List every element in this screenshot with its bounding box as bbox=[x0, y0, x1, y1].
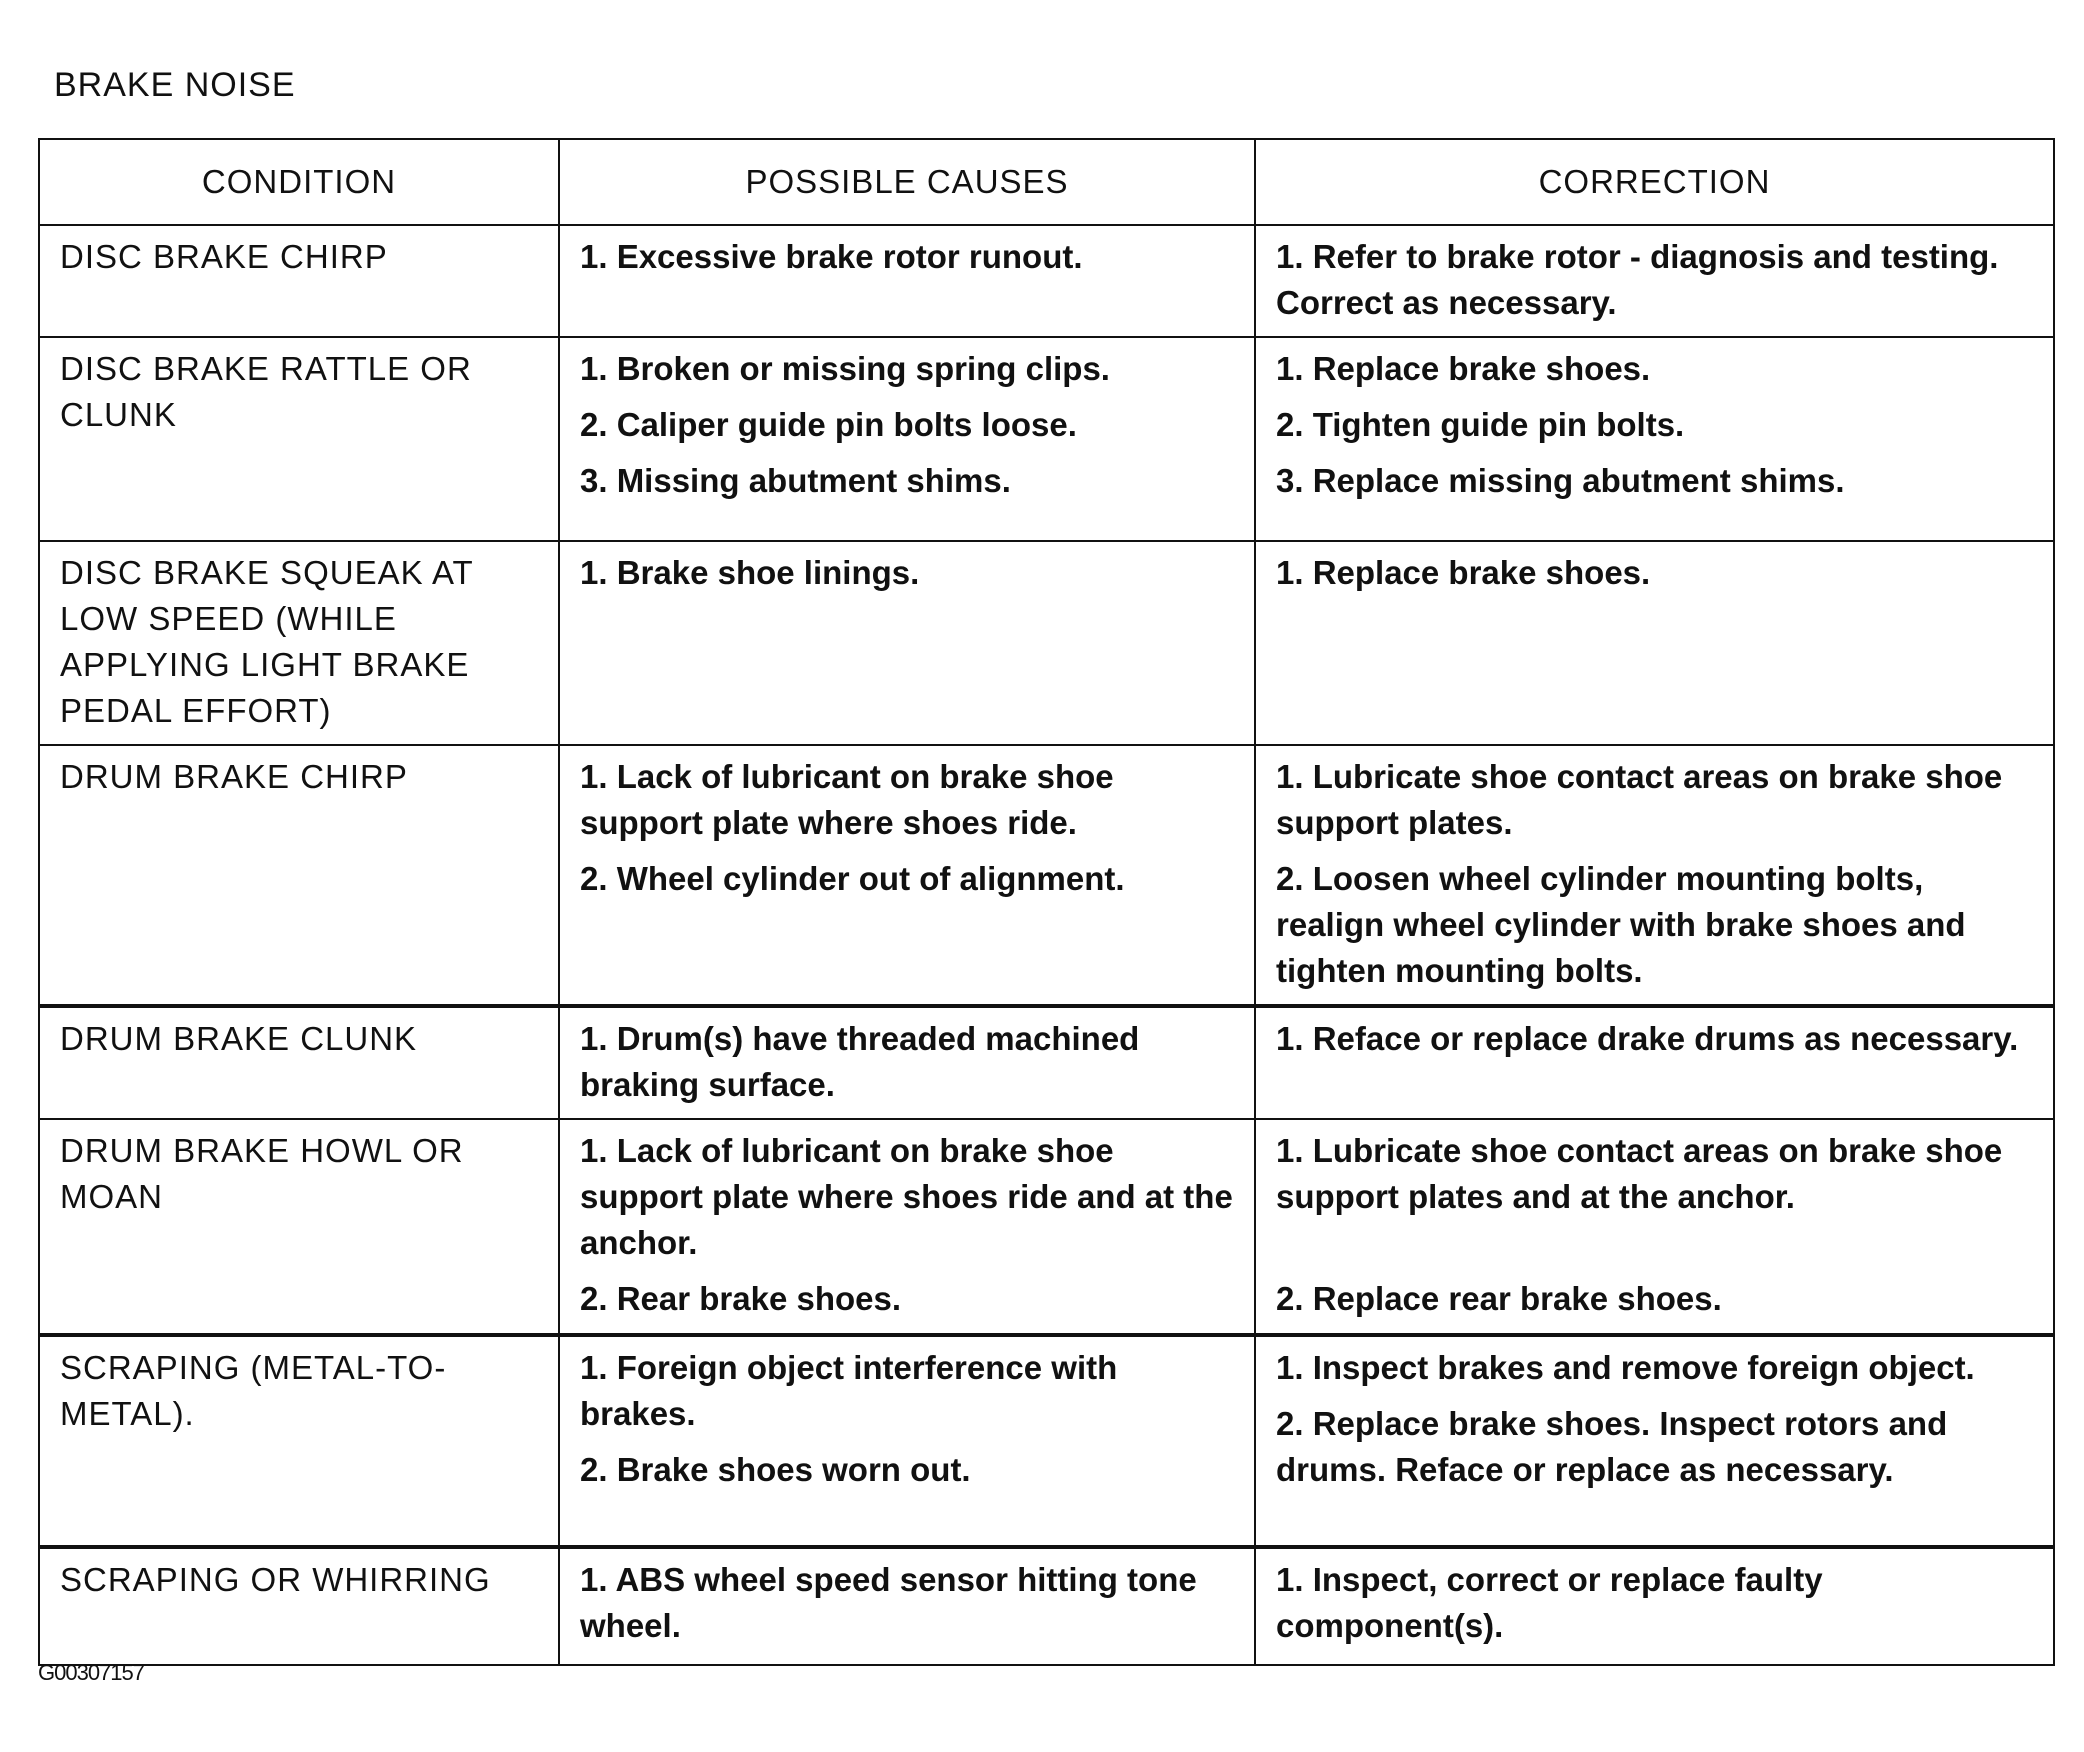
cause-item: 1. Lack of lubricant on brake shoe support plate where shoes ride. bbox=[580, 758, 1114, 841]
cause-item: 1. ABS wheel speed sensor hitting tone wheel. bbox=[580, 1561, 1197, 1644]
condition-cell: DISC BRAKE CHIRP bbox=[39, 225, 559, 337]
causes-cell bbox=[559, 1335, 1255, 1547]
condition-cell: DISC BRAKE RATTLE OR CLUNK bbox=[39, 337, 559, 541]
condition-cell: SCRAPING (METAL-TO-METAL). bbox=[39, 1335, 559, 1547]
correction-item: 1. Refer to brake rotor - diagnosis and testing. Correct as necessary. bbox=[1276, 238, 1999, 321]
correction-cell bbox=[1255, 1119, 2054, 1335]
correction-cell bbox=[1255, 1006, 2054, 1119]
table-row bbox=[39, 541, 2054, 745]
table-row bbox=[39, 1006, 2054, 1119]
cause-item: 1. Foreign object interference with brakes. bbox=[580, 1349, 1118, 1432]
correction-item: 1. Reface or replace drake drums as necessary. bbox=[1276, 1020, 2019, 1057]
header-possible-causes: POSSIBLE CAUSES bbox=[559, 139, 1255, 225]
causes-cell bbox=[559, 1006, 1255, 1119]
table-row bbox=[39, 1119, 2054, 1335]
causes-cell bbox=[559, 225, 1255, 337]
cause-item: 1. Lack of lubricant on brake shoe support plate where shoes ride and at the anchor. bbox=[580, 1132, 1233, 1261]
correction-cell bbox=[1255, 745, 2054, 1006]
cause-item: 1. Broken or missing spring clips. bbox=[580, 350, 1110, 387]
condition-cell: DRUM BRAKE CHIRP bbox=[39, 745, 559, 1006]
correction-cell bbox=[1255, 225, 2054, 337]
correction-item: 3. Replace missing abutment shims. bbox=[1276, 462, 1845, 499]
table-header-row bbox=[39, 139, 2054, 225]
causes-cell bbox=[559, 1547, 1255, 1665]
cause-item: 2. Rear brake shoes. bbox=[580, 1280, 902, 1317]
correction-item: 1. Lubricate shoe contact areas on brake shoe support plates and at the anchor. bbox=[1276, 1132, 2003, 1215]
cause-item: 1. Brake shoe linings. bbox=[580, 554, 920, 591]
table-row bbox=[39, 1547, 2054, 1665]
correction-item: 2. Replace rear brake shoes. bbox=[1276, 1280, 1722, 1317]
figure-id: G00307157 bbox=[38, 1660, 144, 1685]
correction-item: 2. Loosen wheel cylinder mounting bolts, realign wheel cylinder with brake shoes and tighten mounting bolts. bbox=[1276, 860, 1966, 989]
causes-cell bbox=[559, 337, 1255, 541]
table-row bbox=[39, 337, 2054, 541]
cause-item: 2. Brake shoes worn out. bbox=[580, 1451, 971, 1488]
causes-cell bbox=[559, 1119, 1255, 1335]
table-row bbox=[39, 225, 2054, 337]
condition-cell: DRUM BRAKE HOWL OR MOAN bbox=[39, 1119, 559, 1335]
correction-item: 1. Replace brake shoes. bbox=[1276, 350, 1651, 387]
cause-item: 1. Drum(s) have threaded machined braking surface. bbox=[580, 1020, 1140, 1103]
correction-item: 1. Lubricate shoe contact areas on brake shoe support plates. bbox=[1276, 758, 2003, 841]
causes-cell bbox=[559, 745, 1255, 1006]
correction-cell bbox=[1255, 541, 2054, 745]
brake-noise-table bbox=[38, 138, 2055, 1666]
cause-item: 3. Missing abutment shims. bbox=[580, 462, 1011, 499]
correction-cell bbox=[1255, 337, 2054, 541]
table-row bbox=[39, 745, 2054, 1006]
correction-item: 2. Replace brake shoes. Inspect rotors and drums. Reface or replace as necessary. bbox=[1276, 1405, 1948, 1488]
correction-cell bbox=[1255, 1547, 2054, 1665]
condition-cell: DRUM BRAKE CLUNK bbox=[39, 1006, 559, 1119]
header-correction: CORRECTION bbox=[1255, 139, 2054, 225]
cause-item: 2. Wheel cylinder out of alignment. bbox=[580, 860, 1125, 897]
causes-cell bbox=[559, 541, 1255, 745]
header-condition: CONDITION bbox=[39, 139, 559, 225]
table-row bbox=[39, 1335, 2054, 1547]
correction-item: 1. Inspect, correct or replace faulty component(s). bbox=[1276, 1561, 1823, 1644]
correction-item: 2. Tighten guide pin bolts. bbox=[1276, 406, 1685, 443]
correction-item: 1. Replace brake shoes. bbox=[1276, 554, 1651, 591]
condition-cell: SCRAPING OR WHIRRING bbox=[39, 1547, 559, 1665]
document-title: BRAKE NOISE bbox=[54, 66, 296, 104]
correction-cell bbox=[1255, 1335, 2054, 1547]
condition-cell: DISC BRAKE SQUEAK AT LOW SPEED (WHILE APPLYING LIGHT BRAKE PEDAL EFFORT) bbox=[39, 541, 559, 745]
correction-item: 1. Inspect brakes and remove foreign object. bbox=[1276, 1349, 1975, 1386]
cause-item: 2. Caliper guide pin bolts loose. bbox=[580, 406, 1077, 443]
cause-item: 1. Excessive brake rotor runout. bbox=[580, 238, 1083, 275]
